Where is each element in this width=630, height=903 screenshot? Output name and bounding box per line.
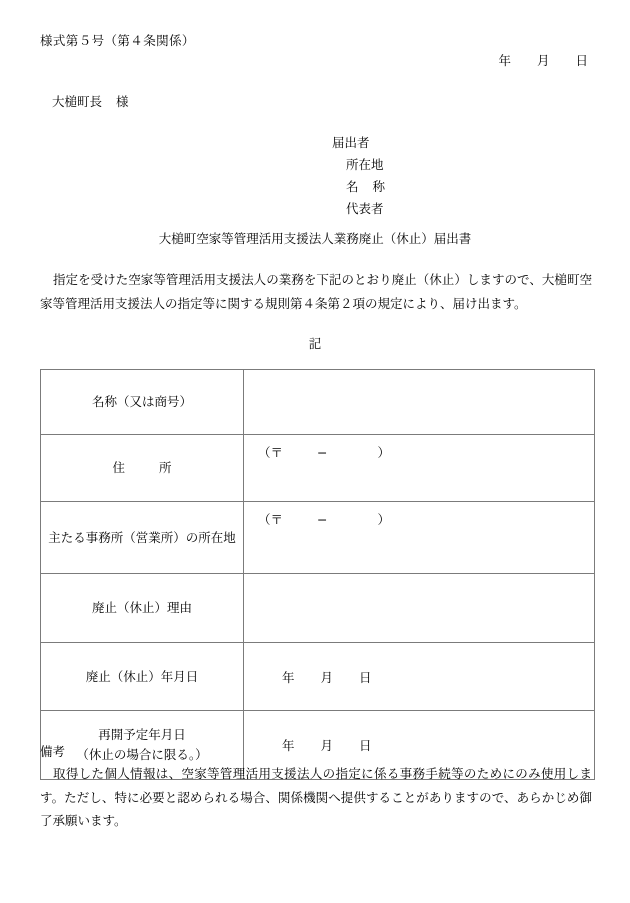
row-label-address-a: 住 bbox=[112, 460, 125, 475]
row-value-name[interactable] bbox=[244, 370, 595, 435]
table-row bbox=[41, 574, 595, 643]
addressee-honorific: 様 bbox=[116, 94, 129, 109]
row-value-address[interactable] bbox=[244, 435, 595, 502]
postal-close: ） bbox=[377, 445, 391, 460]
ki-marker: 記 bbox=[308, 336, 322, 351]
postal-code-field[interactable] bbox=[258, 510, 390, 528]
remarks-title: 備考 bbox=[40, 744, 66, 759]
remarks-text: 取得した個人情報は、空家等管理活用支援法人の指定に係る事務手続等のためにのみ使用します。ただし、特に必要と認められる場合、関係機関へ提供することがありますので、あらかじめ御了承願います。 bbox=[40, 766, 592, 828]
submitter-heading: 届出者 bbox=[332, 135, 370, 150]
date-field[interactable] bbox=[282, 668, 372, 686]
submitter-representative-label: 代表者 bbox=[346, 201, 384, 216]
row-label-name: 名称（又は商号） bbox=[41, 370, 244, 435]
document-body bbox=[40, 0, 590, 903]
row-label-resume-date-line1: 再開予定年月日 bbox=[98, 727, 186, 742]
postal-symbol: （〒 bbox=[258, 445, 284, 460]
postal-dash: − bbox=[317, 512, 328, 527]
row-label-resume-date-line2: （休止の場合に限る。） bbox=[76, 747, 208, 762]
addressee-recipient: 大槌町長 bbox=[52, 94, 103, 109]
submitter-name-label-a: 名 bbox=[346, 179, 359, 194]
submitter-name-label bbox=[332, 176, 385, 198]
form-number: 様式第５号（第４条関係） bbox=[40, 33, 195, 48]
header-date-day: 日 bbox=[575, 53, 588, 68]
submitter-name-label-b: 称 bbox=[372, 179, 386, 194]
row-value-reason[interactable] bbox=[244, 574, 595, 643]
date-year: 年 bbox=[282, 738, 295, 753]
row-label-address bbox=[41, 435, 244, 502]
row-value-main-office[interactable] bbox=[244, 502, 595, 574]
table-row bbox=[41, 643, 595, 711]
submitter-address-label: 所在地 bbox=[346, 157, 384, 172]
date-day: 日 bbox=[359, 669, 372, 685]
postal-symbol: （〒 bbox=[258, 512, 284, 527]
row-value-cease-date[interactable] bbox=[244, 643, 595, 711]
remarks-section bbox=[40, 742, 592, 833]
date-day: 日 bbox=[359, 738, 372, 753]
row-label-reason: 廃止（休止）理由 bbox=[41, 574, 244, 643]
addressee-line bbox=[52, 92, 129, 110]
postal-close: ） bbox=[377, 512, 391, 527]
date-month: 月 bbox=[320, 738, 334, 753]
table-row bbox=[41, 435, 595, 502]
row-label-main-office: 主たる事務所（営業所）の所在地 bbox=[41, 502, 244, 574]
row-label-address-b: 所 bbox=[159, 460, 172, 475]
postal-code-field[interactable] bbox=[258, 443, 390, 461]
table-row bbox=[41, 502, 595, 574]
application-table bbox=[40, 369, 595, 780]
date-year: 年 bbox=[282, 669, 295, 685]
postal-dash: − bbox=[317, 445, 328, 460]
header-date-line bbox=[498, 51, 588, 69]
document-title: 大槌町空家等管理活用支援法人業務廃止（休止）届出書 bbox=[158, 231, 472, 246]
date-month: 月 bbox=[320, 669, 334, 685]
body-paragraph: 指定を受けた空家等管理活用支援法人の業務を下記のとおり廃止（休止）しますので、大槌町空家等管理活用支援法人の指定等に関する規則第４条第２項の規定により、届け出ます。 bbox=[40, 272, 592, 311]
header-date-year: 年 bbox=[498, 53, 511, 68]
submitter-block bbox=[332, 132, 385, 220]
row-label-cease-date: 廃止（休止）年月日 bbox=[41, 643, 244, 711]
table-row bbox=[41, 370, 595, 435]
header-date-month: 月 bbox=[536, 53, 550, 68]
